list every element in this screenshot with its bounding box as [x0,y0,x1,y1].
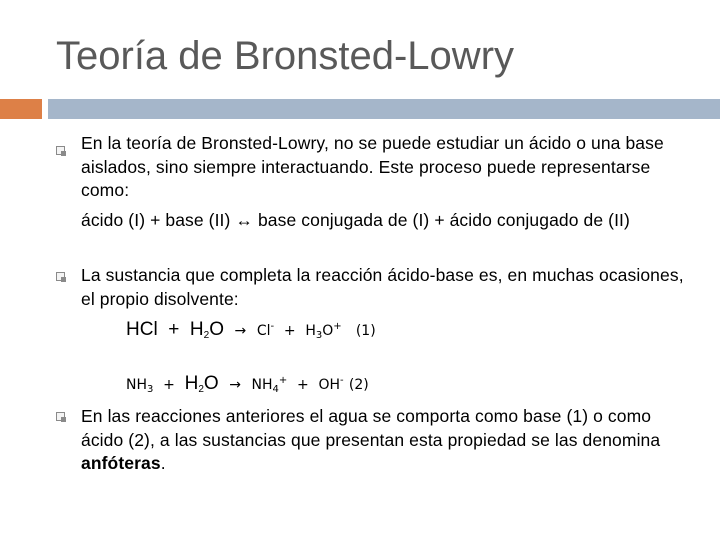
bullet-icon [56,146,65,155]
water-formula: $H_2O$ [184,373,219,395]
equation-number: (2) [348,377,369,393]
bullet-text-2: La sustancia que completa la reacción ácido-base es, en muchas ocasiones, el propio disolvente: [81,265,684,309]
bullet-icon [56,272,65,281]
plus-sign: + [283,323,296,339]
equation-2 [126,373,369,395]
plus-sign: + [168,319,180,340]
slide-title: Teoría de Bronsted-Lowry [56,34,515,78]
arrow-icon: → [229,377,241,393]
plus-sign: + [163,377,175,393]
water-formula: $H_2O$ [189,319,224,341]
hydroxide-formula: OH- [318,375,344,393]
bullet-text-1: En la teoría de Bronsted-Lowry, no se puede estudiar un ácido o una base aislados, sino siempre interactuando. Este proceso puede representarse como: [81,133,664,200]
bullet-text-3: En las reacciones anteriores el agua se comporta como base (1) o como ácido (2), a las sustancias que presentan esta propiedad se las denomina anfóteras. [81,406,661,473]
equation-1 [126,319,376,341]
ammonium-formula: $NH_4^+$ [251,375,288,395]
ammonia-formula: $NH_3$ [126,377,154,395]
equation-number: (1) [355,323,376,339]
plus-sign: + [297,377,309,393]
accent-bar-orange [0,99,42,119]
chloride-formula: Cl- [256,321,275,339]
bullet-icon [56,412,65,421]
reaction-scheme: ácido (I) + base (II) ↔ base conjugada de (I) + ácido conjugado de (II) [81,210,630,230]
hydronium-formula: $H_3O^+$ [305,321,342,341]
arrow-icon: → [234,323,247,339]
bold-term: anfóteras [81,453,161,473]
hcl-formula: HCl [126,319,158,340]
accent-bar-blue [48,99,720,119]
